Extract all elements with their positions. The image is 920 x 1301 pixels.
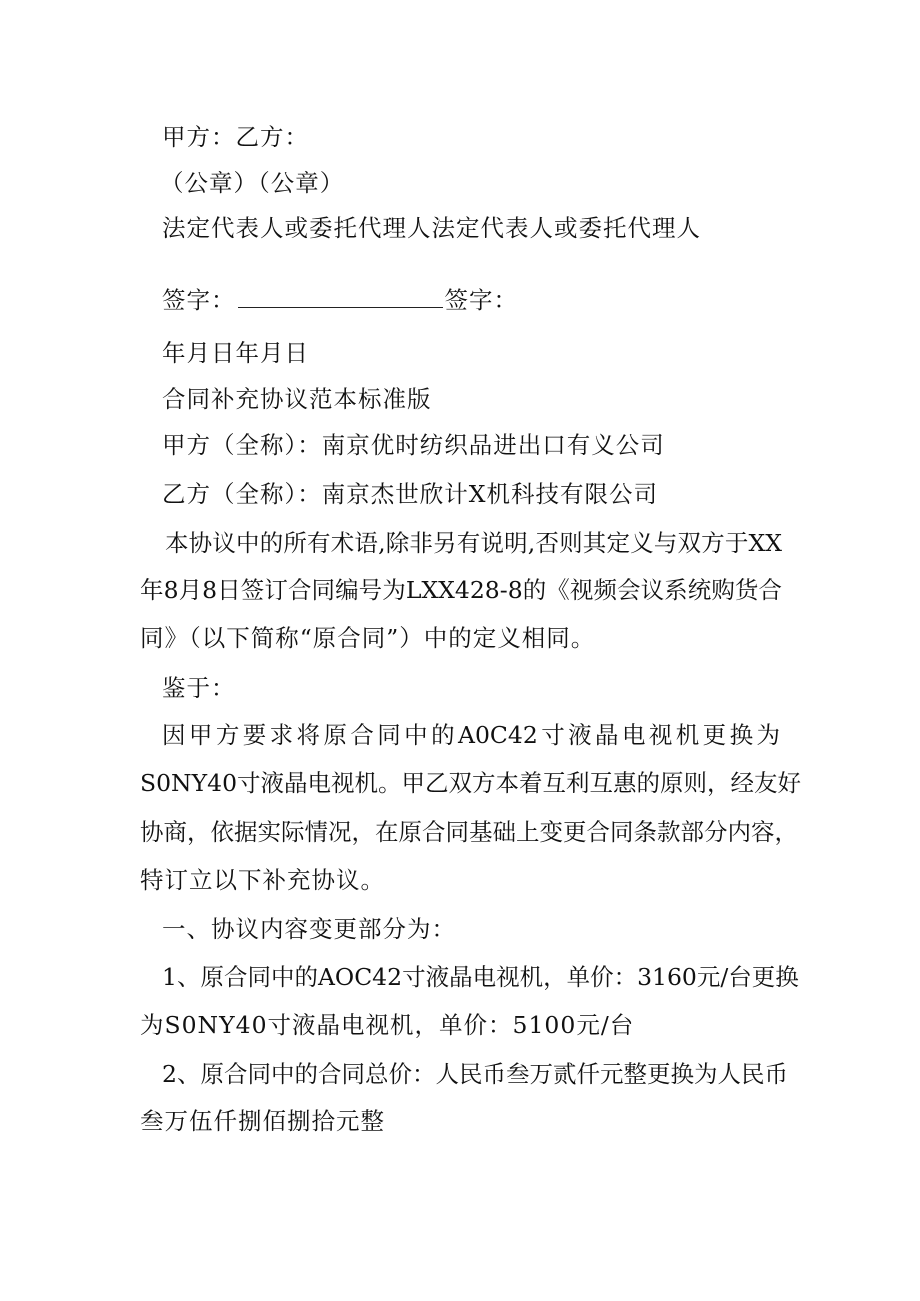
whereas-line-4: 特订立以下补充协议。 xyxy=(140,866,385,894)
item-1-line-2: 为S0NY40寸液晶电视机，单价：5100元/台 xyxy=(140,1011,635,1039)
section-1-heading: 一、协议内容变更部分为： xyxy=(162,915,456,943)
signature-blank xyxy=(238,285,443,308)
item-2-line-1: 2、原合同中的合同总价：人民币叁万贰仟元整更换为人民币 xyxy=(162,1060,788,1088)
definitions-line-3: 同》（以下简称“原合同”）中的定义相同。 xyxy=(140,624,596,652)
item-1-line-1: 1、原合同中的AOC42寸液晶电视机，单价：3160元/台更换 xyxy=(162,963,799,991)
dates-line: 年月日年月日 xyxy=(162,339,309,367)
party-b-line: 乙方（全称）：南京杰世欣计X机科技有限公司 xyxy=(162,480,658,508)
representatives-line: 法定代表人或委托代理人法定代表人或委托代理人 xyxy=(162,214,701,242)
definitions-line-1: 本协议中的所有术语,除非另有说明,否则其定义与双方于XX xyxy=(165,529,782,557)
definitions-line-2: 年8月8日签订合同编号为LXX428-8的《视频会议系统购货合 xyxy=(140,576,782,604)
party-a-line: 甲方（全称）：南京优时纺织品进出口有义公司 xyxy=(162,431,665,459)
whereas-line-1: 因甲方要求将原合同中的A0C42寸液晶电视机更换为 xyxy=(162,721,780,749)
sign-label-right: 签字： xyxy=(444,286,518,314)
parties-line: 甲方：乙方： xyxy=(162,123,309,151)
seals-line: （公章）（公章） xyxy=(160,169,345,197)
whereas-line-2: S0NY40寸液晶电视机。甲乙双方本着互利互惠的原则，经友好 xyxy=(140,769,802,797)
document-title: 合同补充协议范本标准版 xyxy=(162,385,432,413)
whereas-label: 鉴于： xyxy=(162,674,236,702)
whereas-line-3: 协商，依据实际情况，在原合同基础上变更合同条款部分内容， xyxy=(140,818,798,846)
sign-label-left: 签字： xyxy=(162,286,236,314)
signature-line xyxy=(162,285,518,315)
item-2-line-2: 叁万伍仟捌佰捌拾元整 xyxy=(140,1107,385,1135)
